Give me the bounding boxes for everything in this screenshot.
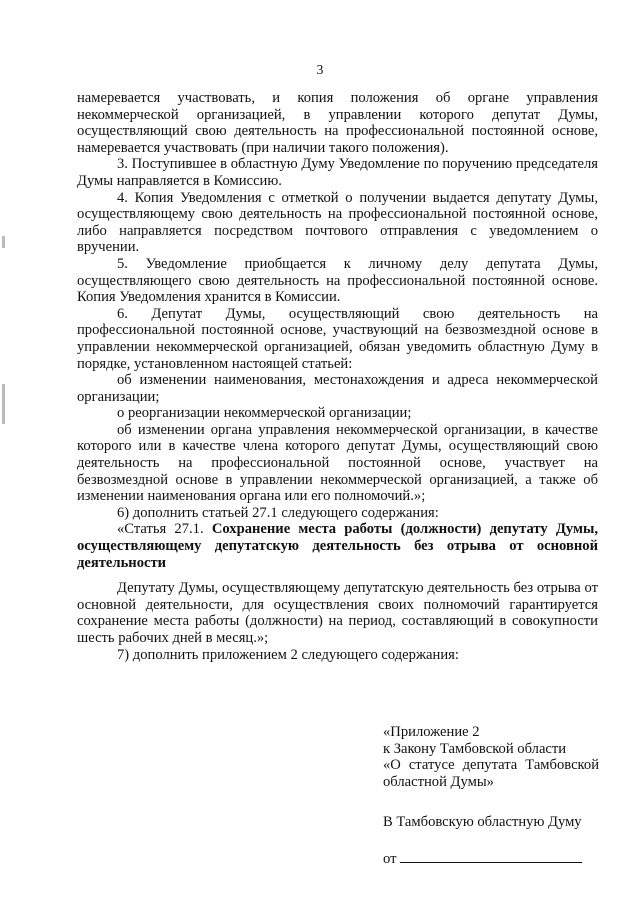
- article-title: Сохранение места работы (должности) депутату Думы, осуществляющему депутатскую деятельность без отрыва от основной деятельности: [77, 521, 598, 571]
- scan-margin-mark: [2, 236, 5, 248]
- paragraph-item-4: 4. Копия Уведомления с отметкой о получении выдается депутату Думы, осуществляющему свою деятельность на профессиональной постоянной основе, либо направляется посредством почтового отправления с уведомлением о вручении.: [77, 189, 598, 256]
- paragraph-item-3: 3. Поступившее в областную Думу Уведомление по поручению председателя Думы направляется в Комиссию.: [77, 156, 598, 189]
- page-number: 3: [316, 62, 324, 77]
- appendix-header: [383, 724, 599, 790]
- scan-margin-mark: [2, 384, 5, 424]
- paragraph-reorganization: о реорганизации некоммерческой организации;: [117, 405, 412, 422]
- article-heading: [77, 521, 598, 571]
- from-label: от: [383, 851, 397, 867]
- appendix-title: «Приложение 2: [383, 724, 480, 740]
- appendix-law-ref: к Закону Тамбовской области: [383, 740, 567, 757]
- article-prefix: «Статья 27.1.: [117, 521, 212, 538]
- paragraph-name-change: об изменении наименования, местонахождения и адреса некоммерческой организации;: [77, 372, 598, 405]
- addressee: В Тамбовскую областную Думу: [383, 814, 582, 830]
- paragraph-item-6: 6. Депутат Думы, осуществляющий свою деятельность на профессиональной постоянной основе, участвующий на безвозмездной основе в управлении некоммерческой организацией, обязан уведомить областную Думу в порядке, установленном настоящей статьей:: [77, 305, 598, 372]
- paragraph-amendment-7: 7) дополнить приложением 2 следующего содержания:: [117, 646, 459, 663]
- appendix-law-name: «О статусе депутата Тамбовской областной Думы»: [383, 757, 599, 790]
- body-text: [77, 90, 598, 663]
- from-line: [383, 850, 599, 868]
- paragraph-body-change: об изменении органа управления некоммерческой организации, в качестве которого или в качестве члена которого депутат Думы, осуществляющий свою деятельность на профессиональной постоянной основе, участвует на безвозмездной основе в управлении некоммерческой организацией, а также об изменении наименования органа или его полномочий.»;: [77, 421, 598, 505]
- paragraph-continuation: намеревается участвовать, и копия положения об органе управления некоммерческой организацией, в управлении которого депутат Думы, осуществляющий свою деятельность на профессиональной постоянной основе, намеревается участвовать (при наличии такого положения).: [77, 90, 598, 156]
- article-body: Депутату Думы, осуществляющему депутатскую деятельность без отрыва от основной деятельности, для осуществления своих полномочий гарантируется сохранение места работы (должности) на период, составляющий в совокупности шесть рабочих дней в месяц.»;: [77, 580, 598, 646]
- paragraph-item-5: 5. Уведомление приобщается к личному делу депутата Думы, осуществляющего свою деятельность на профессиональной постоянной основе. Копия Уведомления хранится в Комиссии.: [77, 255, 598, 306]
- blank-signature-line: [400, 850, 582, 863]
- paragraph-amendment-6: 6) дополнить статьей 27.1 следующего содержания:: [117, 504, 439, 521]
